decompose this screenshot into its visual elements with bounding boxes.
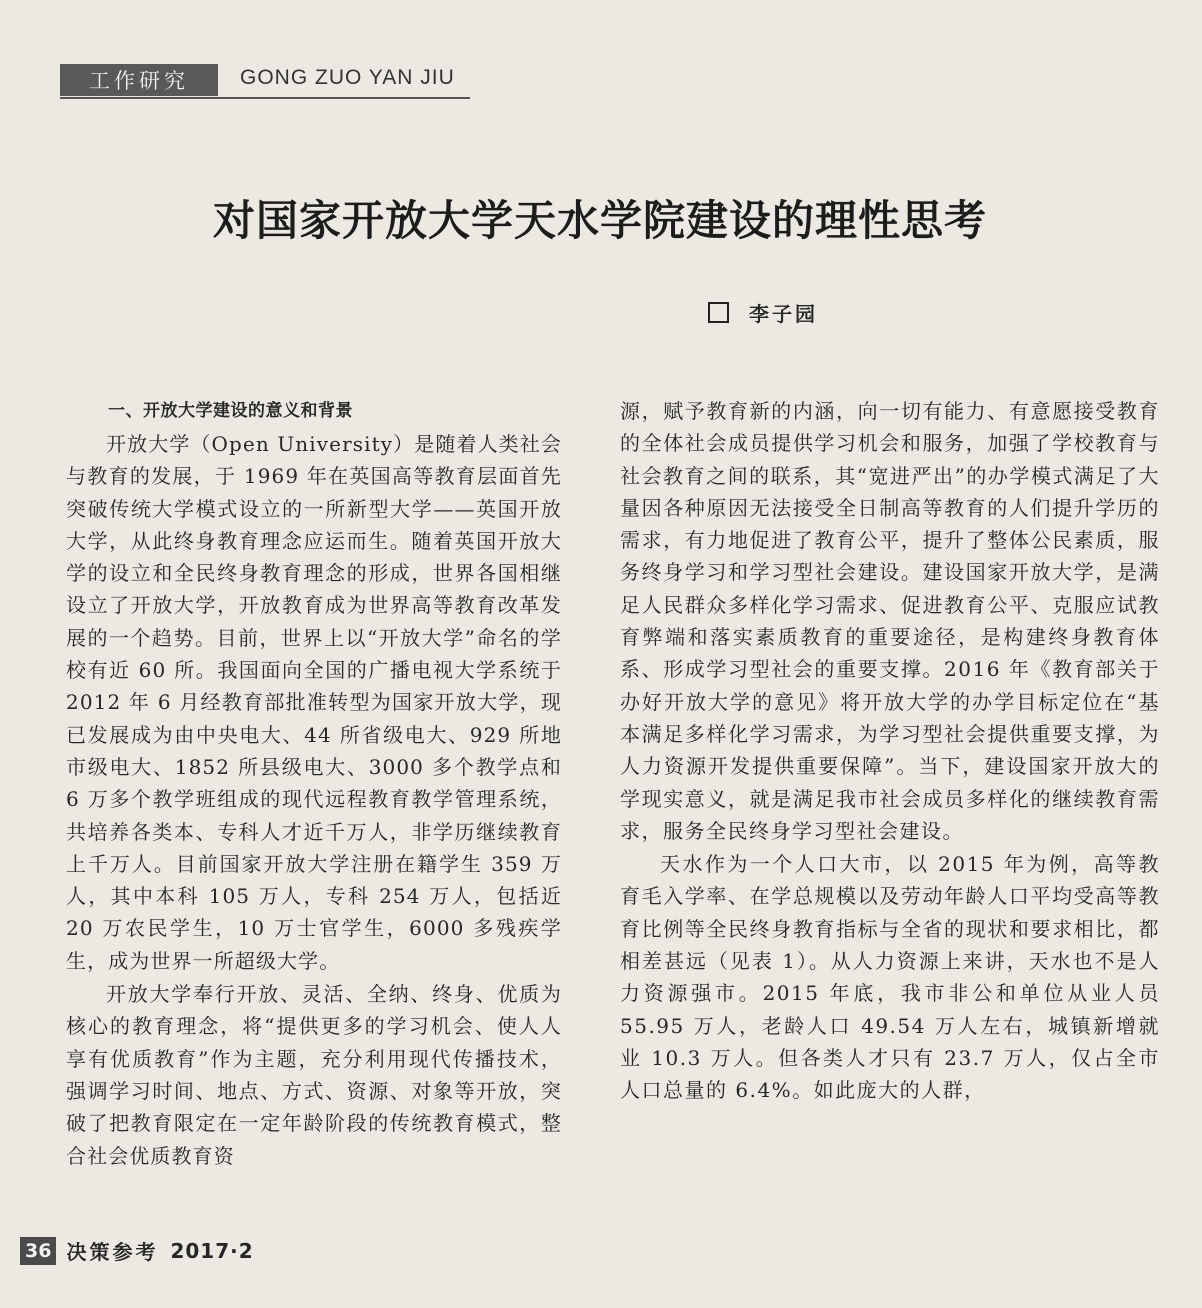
section-pinyin: GONG ZUO YAN JIU	[240, 66, 455, 89]
page-number: 36	[20, 1237, 56, 1265]
journal-name: 决策参考	[66, 1240, 159, 1264]
page-footer	[20, 1236, 254, 1265]
left-column	[66, 395, 562, 1172]
article-title: 对国家开放大学天水学院建设的理性思考	[212, 196, 987, 245]
section-label: 工作研究	[60, 64, 218, 96]
author-name: 李子园	[749, 302, 818, 326]
byline	[708, 298, 818, 327]
author-square-icon	[708, 302, 729, 323]
issue-number: 2017·2	[170, 1238, 254, 1263]
body-paragraph: 源，赋予教育新的内涵，向一切有能力、有意愿接受教育的全体社会成员提供学习机会和服务，加强了学校教育与社会教育之间的联系，其“宽进严出”的办学模式满足了大量因各种原因无法接受全日制高等教育的人们提升学历的需求，有力地促进了教育公平，提升了整体公民素质，服务终身学习和学习型社会建设。建设国家开放大学，是满足人民群众多样化学习需求、促进教育公平、克服应试教育弊端和落实素质教育的重要途径，是构建终身教育体系、形成学习型社会的重要支撑。2016 年《教育部关于办好开放大学的意见》将开放大学的办学目标定位在“基本满足多样化学习需求，为学习型社会提供重要支撑，为人力资源开发提供重要保障”。当下，建设国家开放大的学现实意义，就是满足我市社会成员多样化的继续教育需求，服务全民终身学习型社会建设。	[620, 399, 1160, 843]
body-paragraph: 天水作为一个人口大市，以 2015 年为例，高等教育毛入学率、在学总规模以及劳动年龄人口平均受高等教育比例等全民终身教育指标与全省的现状和要求相比，都相差甚远（见表 1）。从人力资源上来讲，天水也不是人力资源强市。2015 年底，我市非公和单位从业人员 55.95 万人，老龄人口 49.54 万人左右，城镇新增就业 10.3 万人。但各类人才只有 23.7 万人，仅占全市人口总量的 6.4%。如此庞大的人群，	[620, 852, 1160, 1103]
header-divider	[60, 97, 470, 99]
body-paragraph: 开放大学（Open University）是随着人类社会与教育的发展，于 1969 年在英国高等教育层面首先突破传统大学模式设立的一所新型大学——英国开放大学，从此终身教育理念应运而生。随着英国开放大学的设立和全民终身教育理念的形成，世界各国相继设立了开放大学，开放教育成为世界高等教育改革发展的一个趋势。目前，世界上以“开放大学”命名的学校有近 60 所。我国面向全国的广播电视大学系统于 2012 年 6 月经教育部批准转型为国家开放大学，现已发展成为由中央电大、44 所省级电大、929 所地市级电大、1852 所县级电大、3000 多个教学点和 6 万多个教学班组成的现代远程教育教学管理系统，共培养各类本、专科人才近千万人，非学历继续教育上千万人。目前国家开放大学注册在籍学生 359 万人，其中本科 105 万人，专科 254 万人，包括近 20 万农民学生，10 万士官学生，6000 多残疾学生，成为世界一所超级大学。	[66, 432, 562, 973]
section-heading: 一、开放大学建设的意义和背景	[108, 401, 353, 421]
right-column	[620, 395, 1160, 1107]
body-paragraph: 开放大学奉行开放、灵活、全纳、终身、优质为核心的教育理念，将“提供更多的学习机会、使人人享有优质教育”作为主题，充分利用现代传播技术，强调学习时间、地点、方式、资源、对象等开放，突破了把教育限定在一定年龄阶段的传统教育模式，整合社会优质教育资	[66, 982, 562, 1168]
